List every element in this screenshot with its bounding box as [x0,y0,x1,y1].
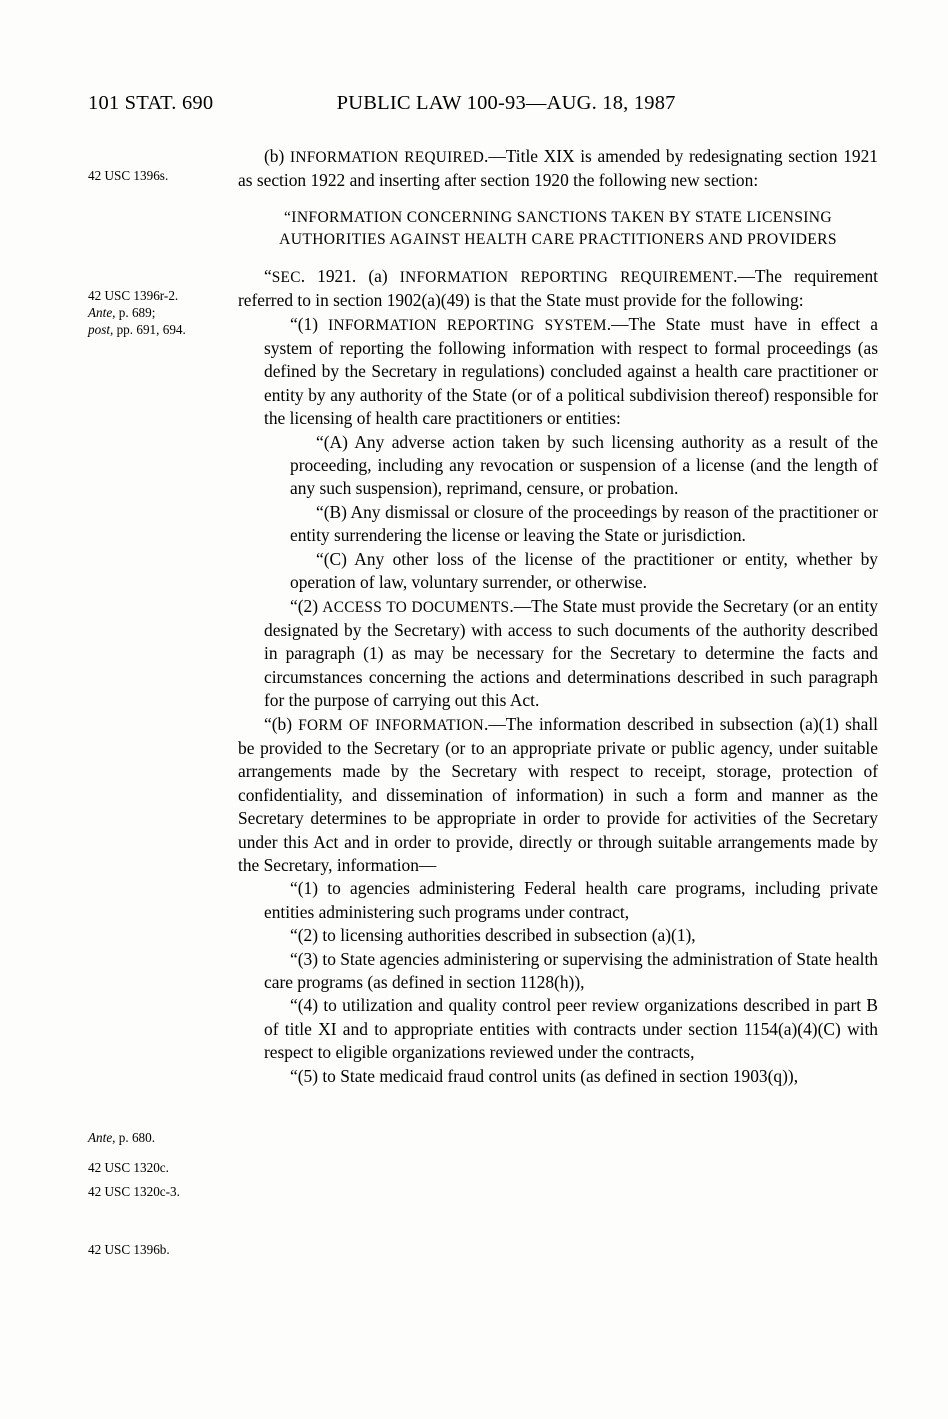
margin-note-3: Ante, p. 689; [88,305,156,320]
margin-note-6: 42 USC 1320c. [88,1160,169,1175]
page-header [88,92,878,115]
margin-note-7: 42 USC 1320c-3. [88,1184,180,1199]
block-heading-line-1: “INFORMATION CONCERNING SANCTIONS TAKEN BY STATE LICENSING [284,208,832,226]
margin-note-2: 42 USC 1396r-2. [88,288,179,303]
margin-note-4: post, pp. 691, 694. [88,322,186,337]
margin-note-8: 42 USC 1396b. [88,1242,170,1257]
form-item-4: “(4) to utilization and quality control peer review organizations described in part B of title XI and to appropriate entities with contracts under section 1154(a)(4)(C) with respect to eligible organizations reviewed under the contracts, [264,995,878,1063]
margin-note-5: Ante, p. 680. [88,1130,156,1145]
paragraph-b-text: (b) INFORMATION REQUIRED.—Title XIX is amended by redesignating section 1921 as section 1922 and inserting after section 1920 the following new section: [238,146,878,191]
form-item-2: “(2) to licensing authorities described in subsection (a)(1), [290,925,696,946]
paragraph-b-form-of-information: “(b) FORM OF INFORMATION.—The information described in subsection (a)(1) shall be provided to the Secretary (or to an appropriate private or public agency, under suitable arrangements made by the Secretary with respect to receipt, storage, protection of confidentiality, and dissemination of information) in such a form and manner as the Secretary determines to be appropriate in order to provide for activities of the Secretary under this Act and in order to provide, directly or through suitable arrangements made by the Secretary, information— [238,713,878,875]
item-1-information-reporting-system: “(1) INFORMATION REPORTING SYSTEM.—The State must have in effect a system of reporting the following information with respect to formal proceedings (as defined by the Secretary in regulations) concluded against a health care practitioner or entity by any authority of the State (or of a political subdivision thereof) responsible for the licensing of health care practitioners or entities: [264,313,878,429]
item-1-A: “(A) Any adverse action taken by such licensing authority as a result of the proceeding, including any revocation or suspension of a license (and the length of any such suspension), reprimand, censure, or probation. [290,431,878,499]
document-body [238,145,878,1088]
public-law-citation: PUBLIC LAW 100-93—AUG. 18, 1987 [336,92,676,114]
form-item-5: “(5) to State medicaid fraud control units (as defined in section 1903(q)), [290,1065,799,1086]
form-item-3: “(3) to State agencies administering or supervising the administration of State health care programs (as defined in section 1128(h)), [264,948,878,992]
statute-citation: 101 STAT. 690 [88,92,214,114]
section-1921-heading-paragraph: “SEC. 1921. (a) INFORMATION REPORTING REQUIREMENT.—The requirement referred to in section 1902(a)(49) is that the State must provide for the following: [238,265,879,311]
item-1-C: “(C) Any other loss of the license of the practitioner or entity, whether by operation of law, voluntary surrender, or otherwise. [290,548,878,593]
item-1-B: “(B) Any dismissal or closure of the proceedings by reason of the practitioner or entity surrendering the license or leaving the State or jurisdiction. [290,501,878,546]
block-heading-line-2: AUTHORITIES AGAINST HEALTH CARE PRACTITIONERS AND PROVIDERS [279,230,837,248]
form-item-1: “(1) to agencies administering Federal health care programs, including private entities administering such programs under contract, [264,878,878,922]
section-block-heading [238,207,878,251]
margin-note-1: 42 USC 1396s. [88,168,169,183]
paragraph-b-information-required [238,145,878,193]
item-2-access-to-documents: “(2) ACCESS TO DOCUMENTS.—The State must provide the Secretary (or an entity designated by the Secretary) with access to such documents of the authority described in paragraph (1) as may be necessary for the Secretary to determine the facts and circumstances concerning the actions and determinations described in such paragraph for the purpose of carrying out this Act. [264,595,878,711]
